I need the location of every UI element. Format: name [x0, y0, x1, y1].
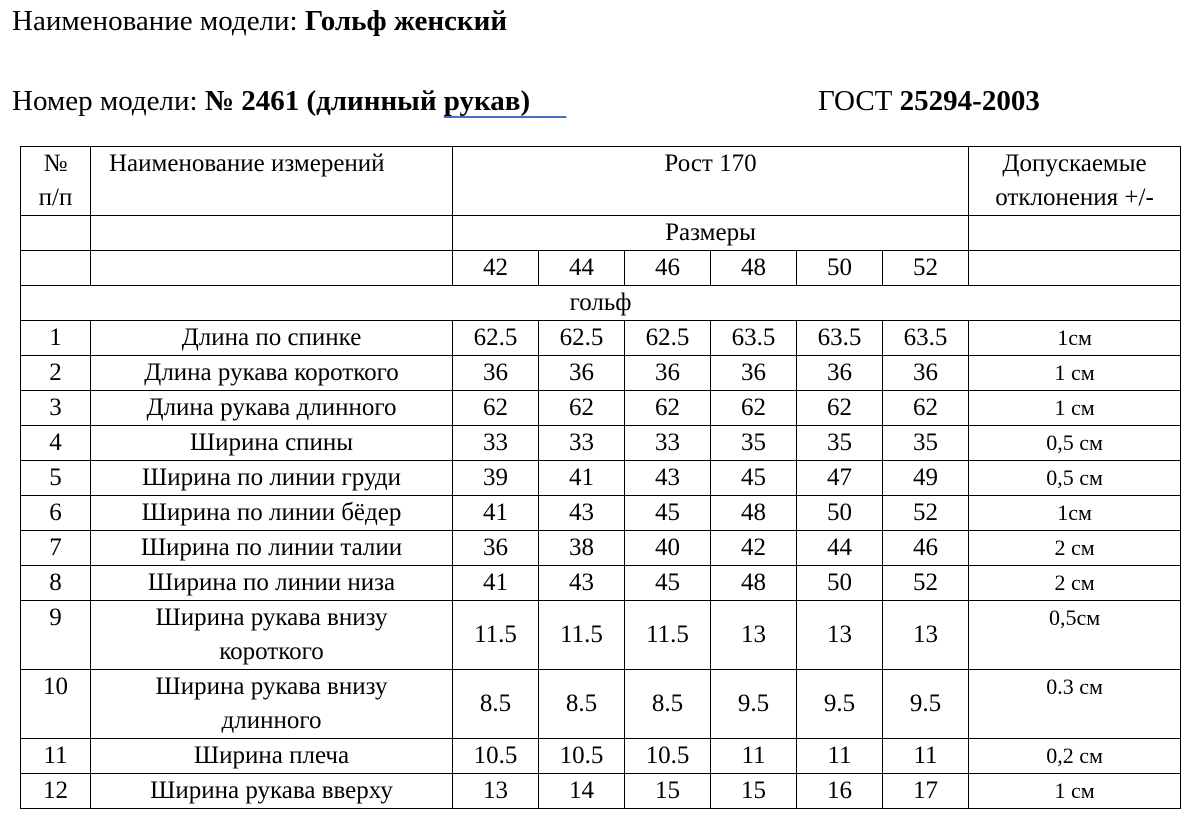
row-number: 8	[21, 566, 91, 601]
measurement-value: 15	[625, 774, 711, 809]
measurement-value: 45	[711, 461, 797, 496]
row-number: 4	[21, 426, 91, 461]
header-deviation-cell	[969, 147, 1181, 216]
measurement-name: Ширина рукава вверху	[91, 774, 453, 809]
measurement-value: 48	[711, 496, 797, 531]
measurement-value: 62	[453, 391, 539, 426]
measurement-value: 35	[883, 426, 969, 461]
measurement-value: 39	[453, 461, 539, 496]
measurement-value: 43	[539, 496, 625, 531]
measurement-value: 36	[883, 356, 969, 391]
measurement-value: 47	[797, 461, 883, 496]
row-number: 12	[21, 774, 91, 809]
model-number-value: № 2461 (длинный	[204, 85, 437, 117]
sizes-label-row	[21, 216, 1181, 251]
measurement-value: 36	[625, 356, 711, 391]
size-cell: 42	[453, 251, 539, 286]
size-cell: 48	[711, 251, 797, 286]
measurement-value: 11	[797, 739, 883, 774]
empty-cell	[91, 216, 453, 251]
measurement-value: 36	[453, 356, 539, 391]
header-deviation-line1: Допускаемые	[1002, 150, 1147, 177]
section-title: гольф	[21, 286, 1181, 321]
row-number: 1	[21, 321, 91, 356]
measurement-value: 9.5	[797, 670, 883, 739]
measurement-name: Длина рукава короткого	[91, 356, 453, 391]
measurement-name-line1: Ширина рукава внизу	[155, 604, 388, 631]
measurement-value: 63.5	[711, 321, 797, 356]
measurement-value: 46	[883, 531, 969, 566]
row-number: 6	[21, 496, 91, 531]
measurement-name: Ширина по линии груди	[91, 461, 453, 496]
measurement-value: 11.5	[539, 601, 625, 670]
model-number-line	[12, 82, 566, 120]
table-row	[21, 566, 1181, 601]
table-row	[21, 531, 1181, 566]
measurement-value: 42	[711, 531, 797, 566]
tolerance-value: 0,2 см	[969, 739, 1181, 774]
header-num-line2: п/п	[38, 184, 73, 211]
size-chart-table	[20, 146, 1181, 809]
measurement-value: 52	[883, 496, 969, 531]
measurement-value: 11.5	[625, 601, 711, 670]
measurement-value: 50	[797, 496, 883, 531]
measurement-value: 62	[539, 391, 625, 426]
measurement-value: 8.5	[453, 670, 539, 739]
measurement-value: 35	[711, 426, 797, 461]
measurement-value: 62	[625, 391, 711, 426]
measurement-value: 16	[797, 774, 883, 809]
measurement-value: 52	[883, 566, 969, 601]
measurement-value: 33	[453, 426, 539, 461]
measurement-value: 49	[883, 461, 969, 496]
measurement-value: 41	[453, 496, 539, 531]
tolerance-value: 1 см	[969, 356, 1181, 391]
row-number: 2	[21, 356, 91, 391]
measurement-value: 15	[711, 774, 797, 809]
measurement-value: 13	[797, 601, 883, 670]
table-row	[21, 670, 1181, 739]
measurement-name-line2: короткого	[219, 638, 324, 665]
measurement-value: 33	[625, 426, 711, 461]
table-row	[21, 774, 1181, 809]
empty-cell	[969, 216, 1181, 251]
measurement-value: 43	[539, 566, 625, 601]
measurement-value: 10.5	[539, 739, 625, 774]
tolerance-value: 1см	[969, 321, 1181, 356]
measurement-value: 45	[625, 496, 711, 531]
table-row	[21, 391, 1181, 426]
tolerance-value: 0.3 см	[969, 670, 1181, 739]
measurement-name: Ширина по линии низа	[91, 566, 453, 601]
table-row	[21, 461, 1181, 496]
model-name-value: Гольф женский	[304, 5, 508, 37]
row-number: 3	[21, 391, 91, 426]
header-row	[21, 147, 1181, 216]
measurement-value: 44	[797, 531, 883, 566]
row-number: 9	[21, 601, 91, 670]
measurement-value: 48	[711, 566, 797, 601]
measurement-name	[91, 601, 453, 670]
measurement-value: 36	[453, 531, 539, 566]
tolerance-value: 2 см	[969, 531, 1181, 566]
tolerance-value: 1 см	[969, 391, 1181, 426]
measurement-value: 45	[625, 566, 711, 601]
measurement-value: 35	[797, 426, 883, 461]
sizes-label: Размеры	[453, 216, 969, 251]
table-row	[21, 321, 1181, 356]
measurement-name: Ширина по линии талии	[91, 531, 453, 566]
sizes-row	[21, 251, 1181, 286]
measurement-value: 62	[711, 391, 797, 426]
measurement-value: 13	[883, 601, 969, 670]
measurement-value: 33	[539, 426, 625, 461]
measurement-value: 62	[883, 391, 969, 426]
measurement-name: Длина рукава длинного	[91, 391, 453, 426]
header-measure-name: Наименование измерений	[91, 147, 453, 216]
measurement-value: 50	[797, 566, 883, 601]
table-row	[21, 739, 1181, 774]
measurement-value: 62	[797, 391, 883, 426]
header-num-cell	[21, 147, 91, 216]
table-row	[21, 356, 1181, 391]
measurement-name: Длина по спинке	[91, 321, 453, 356]
measurement-value: 17	[883, 774, 969, 809]
measurement-value: 62.5	[453, 321, 539, 356]
measurement-name	[91, 670, 453, 739]
measurement-value: 10.5	[625, 739, 711, 774]
measurement-value: 41	[453, 566, 539, 601]
measurement-name-line1: Ширина рукава внизу	[155, 673, 388, 700]
empty-cell	[91, 251, 453, 286]
measurement-name: Ширина по линии бёдер	[91, 496, 453, 531]
measurement-value: 13	[453, 774, 539, 809]
measurement-value: 9.5	[883, 670, 969, 739]
empty-cell	[21, 216, 91, 251]
header-height: Рост 170	[453, 147, 969, 216]
tolerance-value: 1 см	[969, 774, 1181, 809]
measurement-value: 10.5	[453, 739, 539, 774]
row-number: 5	[21, 461, 91, 496]
standard-label: ГОСТ	[818, 85, 893, 117]
size-cell: 52	[883, 251, 969, 286]
measurement-value: 62.5	[539, 321, 625, 356]
measurement-value: 13	[711, 601, 797, 670]
model-name-label: Наименование модели:	[12, 5, 298, 37]
table-row	[21, 601, 1181, 670]
size-cell: 44	[539, 251, 625, 286]
measurement-value: 62.5	[625, 321, 711, 356]
model-number-underlined: рукав)	[443, 85, 531, 117]
measurement-value: 11	[883, 739, 969, 774]
measurement-name: Ширина спины	[91, 426, 453, 461]
section-row	[21, 286, 1181, 321]
measurement-value: 11.5	[453, 601, 539, 670]
tolerance-value: 2 см	[969, 566, 1181, 601]
tolerance-value: 0,5 см	[969, 426, 1181, 461]
header-deviation-line2: отклонения +/-	[995, 184, 1154, 211]
row-number: 11	[21, 739, 91, 774]
standard-value: 25294-2003	[899, 85, 1040, 117]
measurement-name: Ширина плеча	[91, 739, 453, 774]
row-number: 7	[21, 531, 91, 566]
measurement-value: 43	[625, 461, 711, 496]
standard-line	[818, 82, 1040, 120]
measurement-value: 41	[539, 461, 625, 496]
row-number: 10	[21, 670, 91, 739]
size-cell: 46	[625, 251, 711, 286]
measurement-value: 8.5	[625, 670, 711, 739]
table-row	[21, 426, 1181, 461]
measurement-value: 9.5	[711, 670, 797, 739]
table-row	[21, 496, 1181, 531]
measurement-value: 11	[711, 739, 797, 774]
measurement-value: 36	[539, 356, 625, 391]
model-name-line	[12, 2, 507, 40]
empty-cell	[21, 251, 91, 286]
empty-cell	[969, 251, 1181, 286]
measurement-value: 38	[539, 531, 625, 566]
tolerance-value: 0,5 см	[969, 461, 1181, 496]
measurement-value: 8.5	[539, 670, 625, 739]
size-cell: 50	[797, 251, 883, 286]
measurement-value: 40	[625, 531, 711, 566]
measurement-value: 14	[539, 774, 625, 809]
tolerance-value: 0,5см	[969, 601, 1181, 670]
tolerance-value: 1см	[969, 496, 1181, 531]
header-num-line1: №	[43, 150, 68, 177]
measurement-value: 36	[797, 356, 883, 391]
measurement-name-line2: длинного	[221, 707, 322, 734]
model-number-label: Номер модели:	[12, 85, 198, 117]
measurement-value: 63.5	[797, 321, 883, 356]
measurement-value: 63.5	[883, 321, 969, 356]
measurement-value: 36	[711, 356, 797, 391]
